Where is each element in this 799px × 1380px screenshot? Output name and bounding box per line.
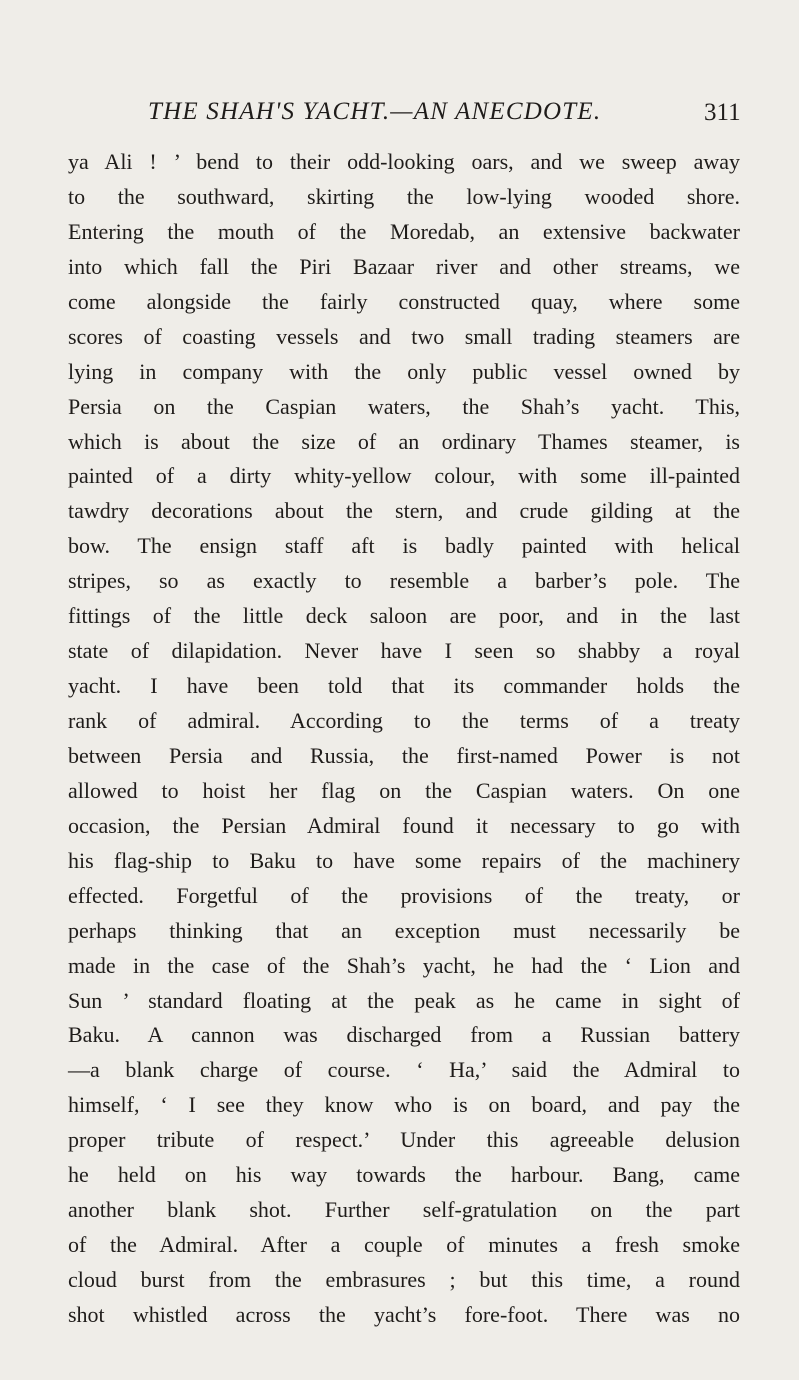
text-line: himself, ‘ I see they know who is on board, and pay the [68,1092,740,1118]
text-line: allowed to hoist her flag on the Caspian waters. On one [68,777,740,803]
text-line: to the southward, skirting the low-lying wooded shore. [68,183,740,209]
text-line: effected. Forgetful of the provisions of the treaty, or [68,882,740,908]
text-line: Entering the mouth of the Moredab, an extensive backwater [68,218,740,244]
body-text [68,145,740,1333]
text-line: ya Ali ! ’ bend to their odd-looking oars, and we sweep away [68,149,740,174]
text-line: Persia on the Caspian waters, the Shah’s yacht. This, [68,393,740,419]
text-line: rank of admiral. According to the terms of a treaty [68,708,740,733]
page-number: 311 [704,99,741,126]
text-line: lying in company with the only public vessel owned by [68,358,740,384]
text-line: Baku. A cannon was discharged from a Russian battery [68,1022,740,1048]
text-line: scores of coasting vessels and two small trading steamers are [68,323,740,349]
text-line: occasion, the Persian Admiral found it necessary to go with [68,812,740,838]
text-line: perhaps thinking that an exception must necessarily be [68,917,740,943]
text-line: he held on his way towards the harbour. Bang, came [68,1162,740,1188]
text-line: Sun ’ standard floating at the peak as he came in sight of [68,987,740,1013]
text-line: between Persia and Russia, the first-named Power is not [68,742,740,768]
text-line: proper tribute of respect.’ Under this agreeable delusion [68,1127,740,1153]
text-line: tawdry decorations about the stern, and crude gilding at the [68,498,740,524]
text-line: bow. The ensign staff aft is badly painted with helical [68,533,740,559]
text-line: stripes, so as exactly to resemble a barber’s pole. The [68,568,740,594]
text-line: —a blank charge of course. ‘ Ha,’ said the Admiral to [68,1057,740,1083]
text-line: state of dilapidation. Never have I seen so shabby a royal [68,638,740,664]
text-line: fittings of the little deck saloon are poor, and in the last [68,603,740,629]
text-line: which is about the size of an ordinary Thames steamer, is [68,428,740,454]
text-line: cloud burst from the embrasures ; but this time, a round [68,1267,740,1292]
text-line: yacht. I have been told that its commander holds the [68,673,740,699]
running-title: THE SHAH'S YACHT.—AN ANECDOTE. [148,98,602,125]
text-line: another blank shot. Further self-gratulation on the part [68,1197,740,1223]
text-line: of the Admiral. After a couple of minutes a fresh smoke [68,1232,740,1258]
text-line: painted of a dirty whity-yellow colour, with some ill-painted [68,463,740,489]
running-head [0,98,799,138]
text-line: into which fall the Piri Bazaar river and other streams, we [68,253,740,279]
text-line: come alongside the fairly constructed quay, where some [68,288,740,314]
text-line: made in the case of the Shah’s yacht, he had the ‘ Lion and [68,952,740,978]
text-line: shot whistled across the yacht’s fore-foot. There was no [68,1301,740,1327]
text-line: his flag-ship to Baku to have some repairs of the machinery [68,847,740,873]
